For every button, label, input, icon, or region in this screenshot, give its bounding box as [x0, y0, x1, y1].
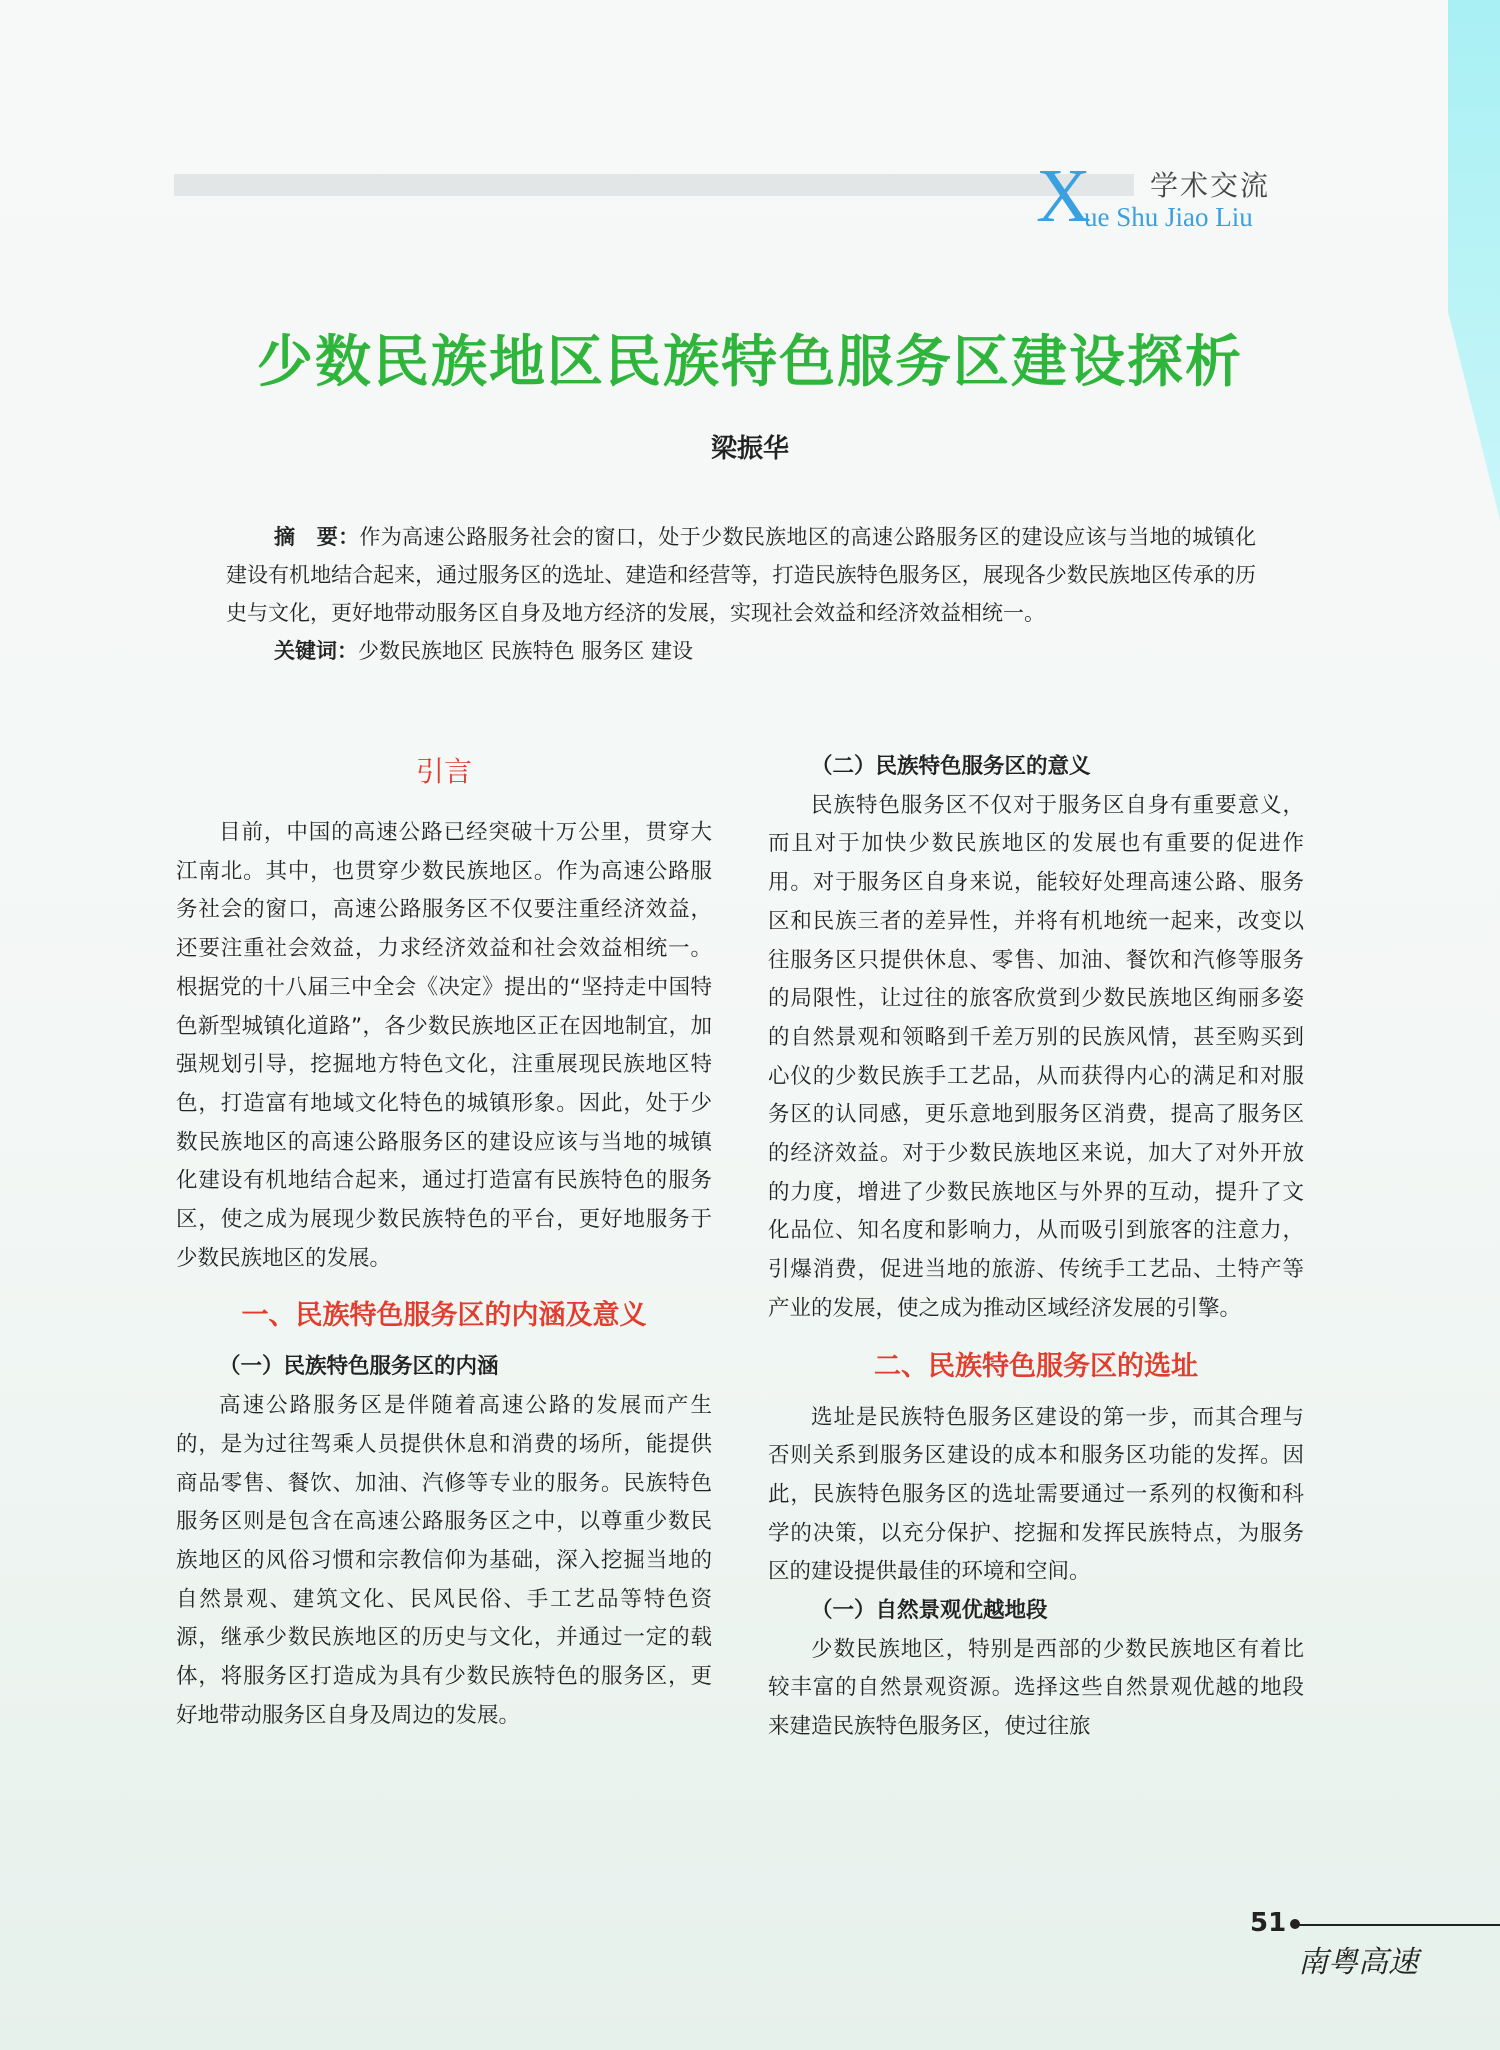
section-name-cn: 学术交流	[1150, 169, 1271, 202]
section-2-heading: 二、民族特色服务区的选址	[874, 1350, 1198, 1382]
section-2-paragraph: 选址是民族特色服务区建设的第一步，而其合理与否则关系到服务区建设的成本和服务区功能的发挥。因此，民族特色服务区的选址需要通过一系列的权衡和科学的决策，以充分保护、挖掘和发挥民族特点，为服务区的建设提供最佳的环境和空间。	[768, 1404, 1304, 1585]
right-column	[768, 748, 1304, 1747]
intro-paragraph: 目前，中国的高速公路已经突破十万公里，贯穿大江南北。其中，也贯穿少数民族地区。作为高速公路服务社会的窗口，高速公路服务区不仅要注重经济效益，还要注重社会效益，力求经济效益和社会效益相统一。根据党的十八届三中全会《决定》提出的“坚持走中国特色新型城镇化道路”，各少数民族地区正在因地制宜，加强规划引导，挖掘地方特色文化，注重展现民族地区特色，打造富有地域文化特色的城镇形象。因此，处于少数民族地区的高速公路服务区的建设应该与当地的城镇化建设有机地结合起来，通过打造富有民族特色的服务区，使之成为展现少数民族特色的平台，更好地服务于少数民族地区的发展。	[176, 820, 712, 1271]
abstract-label: 摘 要：	[274, 525, 360, 549]
header-bar	[174, 174, 1134, 196]
subsection-2-heading: （二）民族特色服务区的意义	[811, 754, 1091, 779]
subsection-1-paragraph: 高速公路服务区是伴随着高速公路的发展而产生的，是为过往驾乘人员提供休息和消费的场所，能提供商品零售、餐饮、加油、汽修等专业的服务。民族特色服务区则是包含在高速公路服务区之中，以尊重少数民族地区的风俗习惯和宗教信仰为基础，深入挖掘当地的自然景观、建筑文化、民风民俗、手工艺品等特色资源，继承少数民族地区的历史与文化，并通过一定的载体，将服务区打造成为具有少数民族特色的服务区，更好地带动服务区自身及周边的发展。	[176, 1393, 712, 1728]
article-title: 少数民族地区民族特色服务区建设探析	[257, 330, 1243, 395]
left-column	[176, 748, 712, 1735]
abstract-block	[226, 518, 1256, 670]
article-author: 梁振华	[710, 434, 789, 464]
subsection-2-paragraph: 民族特色服务区不仅对于服务区自身有重要意义，而且对于加快少数民族地区的发展也有重要的促进作用。对于服务区自身来说，能较好处理高速公路、服务区和民族三者的差异性，并将有机地统一起来，改变以往服务区只提供休息、零售、加油、餐饮和汽修等服务的局限性，让过往的旅客欣赏到少数民族地区绚丽多姿的自然景观和领略到千差万别的民族风情，甚至购买到心仪的少数民族手工艺品，从而获得内心的满足和对服务区的认同感，更乐意地到服务区消费，提高了服务区的经济效益。对于少数民族地区来说，加大了对外开放的力度，增进了少数民族地区与外界的互动，提升了文化品位、知名度和影响力，从而吸引到旅客的注意力，引爆消费，促进当地的旅游、传统手工艺品、土特产等产业的发展，使之成为推动区域经济发展的引擎。	[768, 792, 1304, 1321]
keywords-label: 关键词：	[274, 639, 358, 663]
section-initial: X	[1036, 154, 1091, 238]
magazine-logo-text: 南粤高速	[1298, 1945, 1418, 1980]
page-number: 51	[1250, 1908, 1287, 1938]
intro-heading: 引言	[415, 755, 472, 788]
keywords-text: 少数民族地区 民族特色 服务区 建设	[358, 639, 694, 663]
section-label	[1036, 154, 1306, 238]
keywords	[226, 632, 1256, 670]
page-rule	[1292, 1924, 1500, 1926]
section-1-heading: 一、民族特色服务区的内涵及意义	[241, 1300, 647, 1332]
subsection-1-heading: （一）民族特色服务区的内涵	[219, 1354, 499, 1380]
subsection-3-heading: （一）自然景观优越地段	[811, 1598, 1048, 1624]
abstract	[226, 518, 1256, 632]
section-name-en: ue Shu Jiao Liu	[1084, 202, 1253, 232]
subsection-3-paragraph: 少数民族地区，特别是西部的少数民族地区有着比较丰富的自然景观资源。选择这些自然景观优越的地段来建造民族特色服务区，使过往旅	[768, 1636, 1304, 1740]
magazine-logo	[1294, 1936, 1444, 1986]
abstract-text: 作为高速公路服务社会的窗口，处于少数民族地区的高速公路服务区的建设应该与当地的城镇化建设有机地结合起来，通过服务区的选址、建造和经营等，打造民族特色服务区，展现各少数民族地区传承的历史与文化，更好地带动服务区自身及地方经济的发展，实现社会效益和经济效益相统一。	[226, 525, 1256, 625]
